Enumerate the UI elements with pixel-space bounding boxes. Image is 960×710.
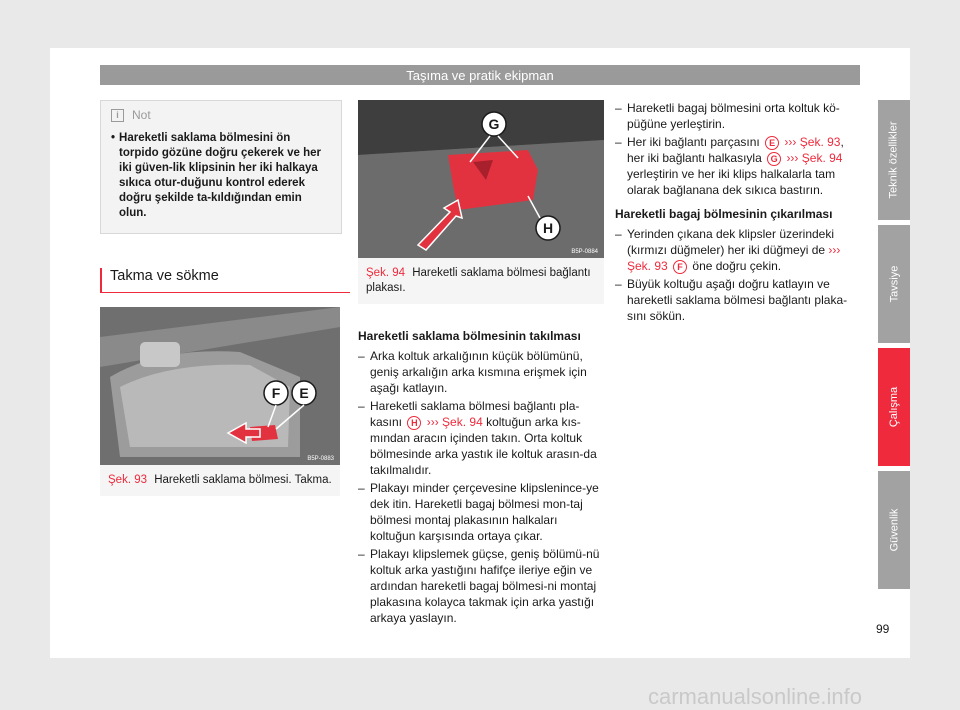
col3-item-2-text-c: yerleştirin ve her iki klips halkalarla tam olarak bağlanana dek sıkıca bastırın. bbox=[627, 167, 836, 197]
info-icon: i bbox=[111, 109, 124, 122]
remove-title: Hareketli bagaj bölmesinin çıkarılması bbox=[615, 207, 833, 221]
list-item bbox=[615, 134, 860, 198]
figure-93-image bbox=[100, 307, 340, 465]
col3-item-2 bbox=[627, 134, 860, 198]
tab-label: Güvenlik bbox=[888, 508, 901, 552]
col3-item-2-text-b: , her iki bağlantı halkasıyla bbox=[627, 135, 844, 165]
note-text: Hareketli saklama bölmesini ön torpido gözüne doğru çekerek ve her iki güven-lik klipsinin her iki halkaya sıkıca otur-duğunu kontrol ederek doğru şekilde ta-kıldığından emin olun. bbox=[119, 132, 321, 219]
ref-arrow: ››› bbox=[786, 151, 799, 165]
tab-guvenlik[interactable] bbox=[878, 471, 910, 589]
col3-item-1: Hareketli bagaj bölmesini orta koltuk kö-püğüne yerleştirin. bbox=[627, 101, 840, 131]
ref-arrow: ››› bbox=[426, 415, 439, 429]
dash: – bbox=[615, 277, 622, 291]
remove-item-1 bbox=[627, 226, 860, 274]
list-item bbox=[358, 398, 604, 478]
install-item-4: Plakayı klipslemek güçse, geniş bölümü-nü koltuk arka yastığını hafifçe ileriye eğin ve ardından hareketli bagaj bölmesi-ni montaj plakasına kolayca takmak için arka yastığı arkaya yaslayın. bbox=[370, 547, 600, 625]
letter-badge-f: F bbox=[673, 260, 687, 274]
remove-item-1-text-b: öne doğru çekin. bbox=[692, 259, 782, 273]
tab-label: Çalışma bbox=[888, 386, 900, 428]
list-item bbox=[615, 226, 860, 274]
figure-93 bbox=[100, 307, 340, 496]
page-title: Taşıma ve pratik ekipman bbox=[406, 67, 554, 83]
figure-link[interactable]: Şek. 93 bbox=[627, 259, 668, 273]
install-item-2-text-b: koltuğun arka kıs-mından aracın içinden takın. Orta koltuk bölmesinde arka yastık ile koltuk arasın-da takılmalıdır. bbox=[370, 415, 597, 477]
dash: – bbox=[358, 349, 365, 363]
figure-94-label-h: H bbox=[542, 220, 554, 236]
install-item-1: Arka koltuk arkalığının küçük bölümünü, geniş arkalığın arka kısmına erişmek için aşağı katlayın. bbox=[370, 349, 587, 395]
ref-arrow: ››› bbox=[828, 243, 841, 257]
dash: – bbox=[615, 101, 622, 115]
figure-94-ref[interactable]: Şek. 94 bbox=[366, 267, 405, 279]
page-number: 99 bbox=[876, 622, 890, 636]
install-item-3: Plakayı minder çerçevesine klipslenince-ye dek itin. Hareketli bagaj bölmesi mon-taj bölmesi montaj plakasının halkaları koltuğun karşısında ortaya çıkar. bbox=[370, 481, 599, 543]
letter-badge-e: E bbox=[765, 136, 779, 150]
column-middle bbox=[358, 100, 604, 628]
list-item bbox=[358, 348, 604, 396]
figure-93-label-f: F bbox=[271, 385, 281, 401]
figure-link[interactable]: Şek. 93 bbox=[799, 135, 841, 149]
dash: – bbox=[615, 135, 622, 149]
list-item bbox=[615, 276, 860, 324]
tab-label: Tavsiye bbox=[888, 265, 900, 303]
tab-teknik-ozellikler[interactable] bbox=[878, 100, 910, 220]
figure-94-code: B5P-0884 bbox=[571, 249, 598, 255]
remove-item-1-text-a: Yerinden çıkana dek klipsler üzerindeki (kırmızı düğmeler) her iki düğmeyi de bbox=[627, 227, 835, 257]
list-item bbox=[615, 100, 860, 132]
note-box bbox=[100, 100, 342, 234]
install-item-2-text-a: Hareketli saklama bölmesi bağlantı pla-kasını bbox=[370, 399, 580, 429]
letter-badge-h: H bbox=[407, 416, 421, 430]
dash: – bbox=[615, 227, 622, 241]
list-item bbox=[358, 480, 604, 544]
ref-arrow: ››› bbox=[784, 135, 797, 149]
figure-93-caption-text: Hareketli saklama bölmesi. Takma. bbox=[154, 474, 332, 486]
figure-94-label-g: G bbox=[488, 116, 500, 132]
figure-93-code: B5P-0883 bbox=[307, 456, 334, 462]
note-bullet: • bbox=[111, 132, 116, 144]
column-right bbox=[615, 100, 860, 326]
figure-94-caption bbox=[358, 258, 604, 304]
note-header bbox=[111, 107, 331, 123]
install-title: Hareketli saklama bölmesinin takılması bbox=[358, 329, 581, 343]
figure-93-ref[interactable]: Şek. 93 bbox=[108, 474, 147, 486]
column-left bbox=[100, 100, 342, 496]
remove-item-2: Büyük koltuğu aşağı doğru katlayın ve hareketli saklama bölmesi bağlantı plaka-sını sökün. bbox=[627, 277, 848, 323]
figure-94-caption-text: Hareketli saklama bölmesi bağlantı plakası. bbox=[366, 267, 591, 294]
install-item-2 bbox=[370, 398, 604, 478]
dash: – bbox=[358, 399, 365, 413]
figure-link[interactable]: Şek. 94 bbox=[442, 415, 483, 429]
section-title: Takma ve sökme bbox=[100, 268, 350, 293]
note-label: Not bbox=[132, 108, 151, 122]
note-body bbox=[111, 131, 331, 221]
figure-link[interactable]: Şek. 94 bbox=[801, 151, 843, 165]
figure-93-caption bbox=[100, 465, 340, 496]
tab-label: Teknik özellikler bbox=[888, 121, 900, 199]
col3-item-2-text-a: Her iki bağlantı parçasını bbox=[627, 135, 760, 149]
figure-93-label-e: E bbox=[299, 385, 309, 401]
tab-tavsiye[interactable] bbox=[878, 225, 910, 343]
list-item bbox=[358, 546, 604, 626]
dash: – bbox=[358, 547, 365, 561]
header-bar bbox=[100, 65, 860, 85]
letter-badge-g: G bbox=[767, 152, 781, 166]
watermark: carmanualsonline.info bbox=[648, 684, 863, 709]
figure-94-image bbox=[358, 100, 604, 258]
dash: – bbox=[358, 481, 365, 495]
figure-94 bbox=[358, 100, 604, 304]
tab-calisma[interactable] bbox=[878, 348, 910, 466]
